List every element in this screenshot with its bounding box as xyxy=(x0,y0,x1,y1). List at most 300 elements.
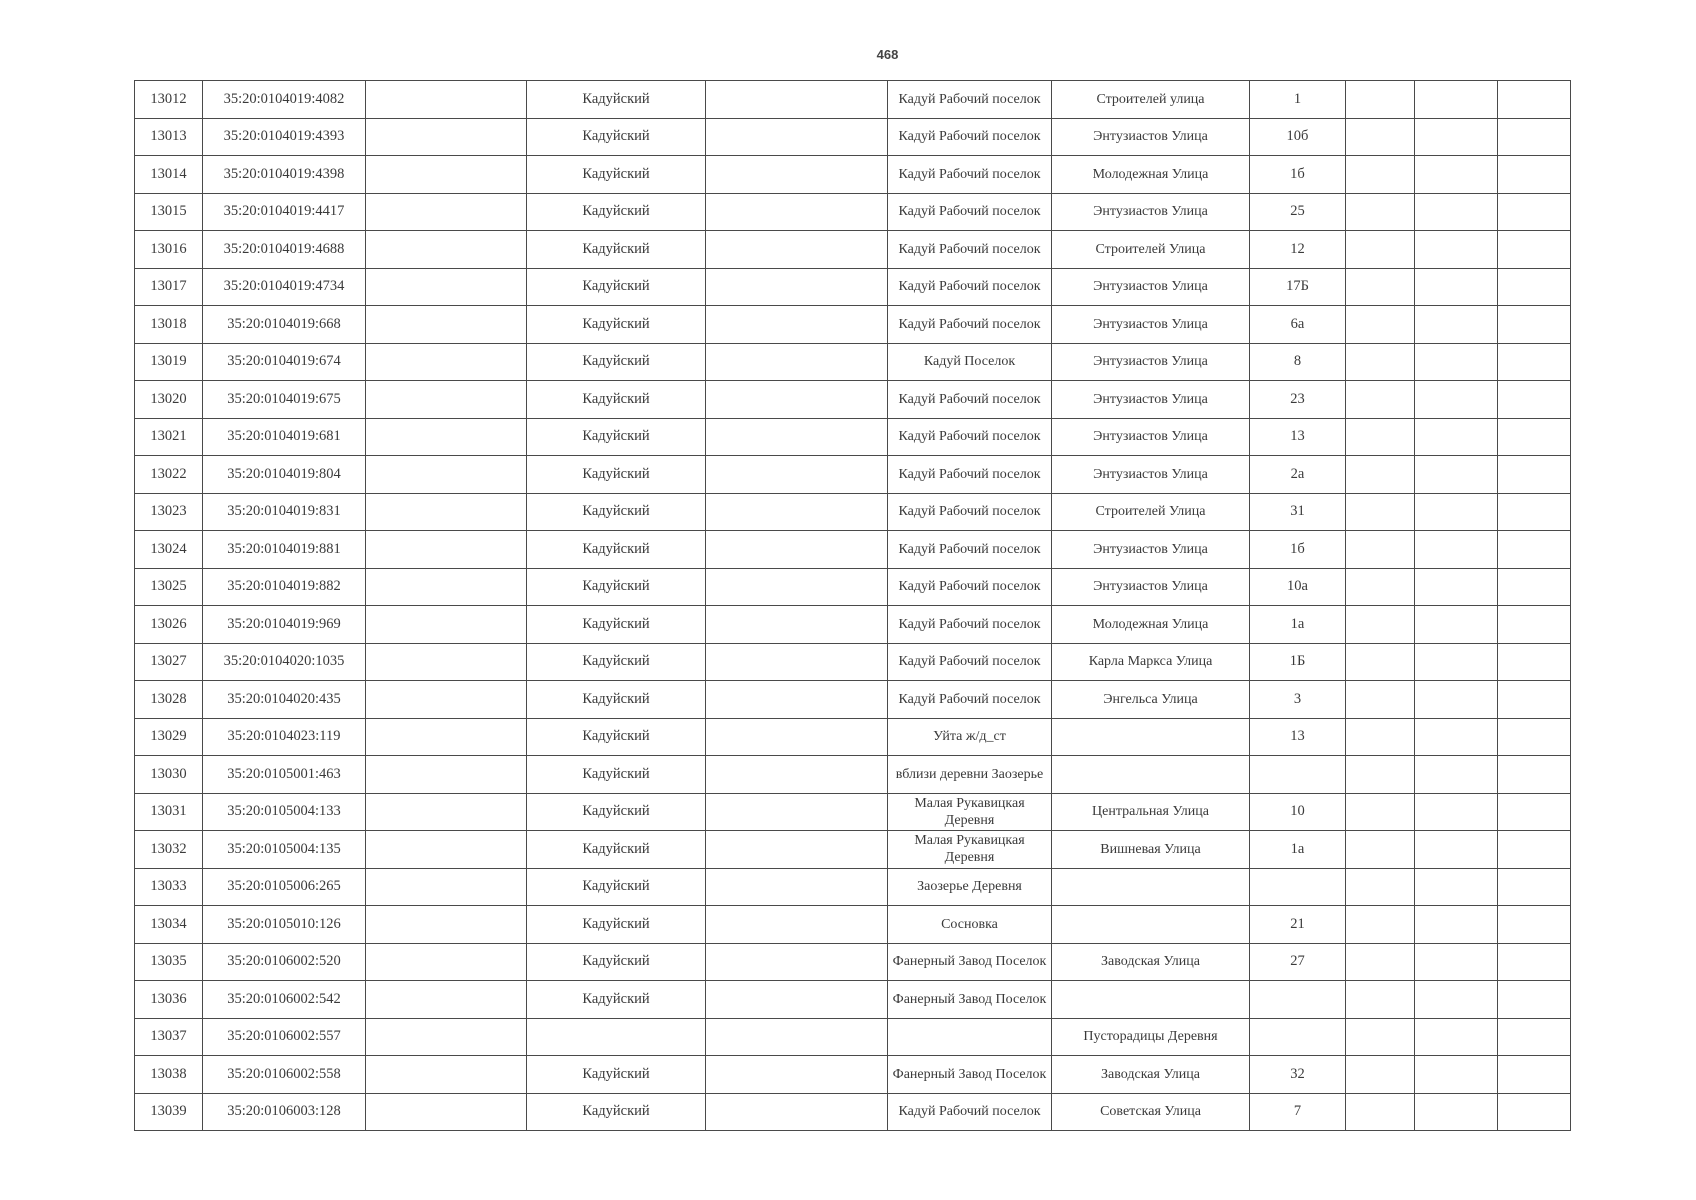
empty-cell xyxy=(706,568,888,606)
empty-cell xyxy=(1346,493,1415,531)
street-cell: Строителей Улица xyxy=(1052,231,1250,269)
street-cell: Энтузиастов Улица xyxy=(1052,268,1250,306)
empty-cell xyxy=(1498,568,1571,606)
table-row xyxy=(135,868,1571,906)
street-cell: Энтузиастов Улица xyxy=(1052,568,1250,606)
empty-cell xyxy=(706,718,888,756)
cadastral-number-cell: 35:20:0105004:133 xyxy=(203,793,366,831)
cadastral-number-cell: 35:20:0104019:681 xyxy=(203,418,366,456)
table-row xyxy=(135,381,1571,419)
empty-cell xyxy=(1415,718,1498,756)
registry-table xyxy=(134,80,1571,1131)
empty-cell xyxy=(366,606,527,644)
cadastral-number-cell: 35:20:0106002:520 xyxy=(203,943,366,981)
row-number-cell: 13034 xyxy=(135,906,203,944)
cadastral-number-cell: 35:20:0104019:4398 xyxy=(203,156,366,194)
district-cell: Кадуйский xyxy=(527,1093,706,1131)
house-number-cell: 17Б xyxy=(1250,268,1346,306)
empty-cell xyxy=(1346,718,1415,756)
empty-cell xyxy=(1498,643,1571,681)
district-cell: Кадуйский xyxy=(527,943,706,981)
empty-cell xyxy=(366,343,527,381)
table-row xyxy=(135,156,1571,194)
empty-cell xyxy=(706,1056,888,1094)
empty-cell xyxy=(366,906,527,944)
locality-cell: Фанерный Завод Поселок xyxy=(888,981,1052,1019)
district-cell: Кадуйский xyxy=(527,81,706,119)
table-row xyxy=(135,193,1571,231)
empty-cell xyxy=(706,681,888,719)
house-number-cell: 6а xyxy=(1250,306,1346,344)
empty-cell xyxy=(706,831,888,869)
street-cell: Энтузиастов Улица xyxy=(1052,306,1250,344)
street-cell: Энгельса Улица xyxy=(1052,681,1250,719)
row-number-cell: 13029 xyxy=(135,718,203,756)
district-cell: Кадуйский xyxy=(527,531,706,569)
empty-cell xyxy=(366,793,527,831)
row-number-cell: 13022 xyxy=(135,456,203,494)
cadastral-number-cell: 35:20:0106003:128 xyxy=(203,1093,366,1131)
street-cell: Энтузиастов Улица xyxy=(1052,531,1250,569)
district-cell: Кадуйский xyxy=(527,831,706,869)
empty-cell xyxy=(1346,1018,1415,1056)
street-cell: Энтузиастов Улица xyxy=(1052,118,1250,156)
empty-cell xyxy=(366,118,527,156)
locality-cell: Кадуй Рабочий поселок xyxy=(888,306,1052,344)
empty-cell xyxy=(706,943,888,981)
row-number-cell: 13019 xyxy=(135,343,203,381)
cadastral-number-cell: 35:20:0104019:4393 xyxy=(203,118,366,156)
row-number-cell: 13021 xyxy=(135,418,203,456)
row-number-cell: 13020 xyxy=(135,381,203,419)
house-number-cell xyxy=(1250,981,1346,1019)
house-number-cell: 10 xyxy=(1250,793,1346,831)
empty-cell xyxy=(706,793,888,831)
locality-cell: Кадуй Рабочий поселок xyxy=(888,493,1052,531)
empty-cell xyxy=(706,1018,888,1056)
district-cell: Кадуйский xyxy=(527,156,706,194)
empty-cell xyxy=(706,868,888,906)
empty-cell xyxy=(1498,231,1571,269)
empty-cell xyxy=(1498,81,1571,119)
street-cell xyxy=(1052,718,1250,756)
locality-cell: Кадуй Поселок xyxy=(888,343,1052,381)
house-number-cell: 13 xyxy=(1250,718,1346,756)
empty-cell xyxy=(1415,81,1498,119)
empty-cell xyxy=(706,231,888,269)
cadastral-number-cell: 35:20:0106002:542 xyxy=(203,981,366,1019)
empty-cell xyxy=(1415,156,1498,194)
house-number-cell: 13 xyxy=(1250,418,1346,456)
empty-cell xyxy=(1346,531,1415,569)
street-cell: Заводская Улица xyxy=(1052,1056,1250,1094)
district-cell: Кадуйский xyxy=(527,193,706,231)
district-cell: Кадуйский xyxy=(527,1056,706,1094)
empty-cell xyxy=(366,193,527,231)
empty-cell xyxy=(366,231,527,269)
empty-cell xyxy=(1346,793,1415,831)
cadastral-number-cell: 35:20:0104019:4688 xyxy=(203,231,366,269)
table-row xyxy=(135,531,1571,569)
locality-cell: Заозерье Деревня xyxy=(888,868,1052,906)
row-number-cell: 13036 xyxy=(135,981,203,1019)
house-number-cell: 8 xyxy=(1250,343,1346,381)
district-cell: Кадуйский xyxy=(527,643,706,681)
table-row xyxy=(135,456,1571,494)
empty-cell xyxy=(706,756,888,794)
row-number-cell: 13039 xyxy=(135,1093,203,1131)
empty-cell xyxy=(1498,831,1571,869)
empty-cell xyxy=(1498,793,1571,831)
row-number-cell: 13018 xyxy=(135,306,203,344)
house-number-cell: 1Б xyxy=(1250,643,1346,681)
empty-cell xyxy=(366,156,527,194)
empty-cell xyxy=(706,156,888,194)
table-row xyxy=(135,606,1571,644)
empty-cell xyxy=(1415,418,1498,456)
empty-cell xyxy=(1415,1018,1498,1056)
table-row xyxy=(135,681,1571,719)
house-number-cell: 3 xyxy=(1250,681,1346,719)
table-row xyxy=(135,268,1571,306)
empty-cell xyxy=(1346,568,1415,606)
locality-cell: Кадуй Рабочий поселок xyxy=(888,606,1052,644)
street-cell: Вишневая Улица xyxy=(1052,831,1250,869)
house-number-cell xyxy=(1250,868,1346,906)
district-cell xyxy=(527,1018,706,1056)
district-cell: Кадуйский xyxy=(527,268,706,306)
empty-cell xyxy=(366,306,527,344)
table-row xyxy=(135,568,1571,606)
empty-cell xyxy=(366,531,527,569)
empty-cell xyxy=(1415,493,1498,531)
cadastral-number-cell: 35:20:0105010:126 xyxy=(203,906,366,944)
house-number-cell: 2а xyxy=(1250,456,1346,494)
empty-cell xyxy=(366,1056,527,1094)
empty-cell xyxy=(1415,906,1498,944)
cadastral-number-cell: 35:20:0104020:1035 xyxy=(203,643,366,681)
row-number-cell: 13017 xyxy=(135,268,203,306)
empty-cell xyxy=(366,868,527,906)
row-number-cell: 13033 xyxy=(135,868,203,906)
empty-cell xyxy=(1498,531,1571,569)
empty-cell xyxy=(366,81,527,119)
locality-cell: Малая Рукавицкая Деревня xyxy=(888,793,1052,831)
cadastral-number-cell: 35:20:0105001:463 xyxy=(203,756,366,794)
empty-cell xyxy=(366,943,527,981)
empty-cell xyxy=(1415,268,1498,306)
empty-cell xyxy=(706,81,888,119)
empty-cell xyxy=(1415,943,1498,981)
row-number-cell: 13015 xyxy=(135,193,203,231)
table-row xyxy=(135,81,1571,119)
empty-cell xyxy=(1498,156,1571,194)
street-cell: Строителей Улица xyxy=(1052,493,1250,531)
table-row xyxy=(135,118,1571,156)
district-cell: Кадуйский xyxy=(527,381,706,419)
locality-cell: Кадуй Рабочий поселок xyxy=(888,156,1052,194)
street-cell: Карла Маркса Улица xyxy=(1052,643,1250,681)
table-row xyxy=(135,1018,1571,1056)
table-row xyxy=(135,981,1571,1019)
street-cell: Энтузиастов Улица xyxy=(1052,381,1250,419)
table-row xyxy=(135,306,1571,344)
empty-cell xyxy=(1498,756,1571,794)
cadastral-number-cell: 35:20:0105006:265 xyxy=(203,868,366,906)
empty-cell xyxy=(1415,118,1498,156)
house-number-cell: 25 xyxy=(1250,193,1346,231)
row-number-cell: 13035 xyxy=(135,943,203,981)
empty-cell xyxy=(1415,868,1498,906)
empty-cell xyxy=(1415,193,1498,231)
empty-cell xyxy=(366,756,527,794)
row-number-cell: 13014 xyxy=(135,156,203,194)
house-number-cell: 1 xyxy=(1250,81,1346,119)
street-cell: Энтузиастов Улица xyxy=(1052,418,1250,456)
cadastral-number-cell: 35:20:0104020:435 xyxy=(203,681,366,719)
district-cell: Кадуйский xyxy=(527,981,706,1019)
empty-cell xyxy=(366,268,527,306)
locality-cell: Сосновка xyxy=(888,906,1052,944)
house-number-cell: 31 xyxy=(1250,493,1346,531)
empty-cell xyxy=(1498,118,1571,156)
empty-cell xyxy=(1415,306,1498,344)
empty-cell xyxy=(366,456,527,494)
empty-cell xyxy=(366,1018,527,1056)
street-cell: Молодежная Улица xyxy=(1052,156,1250,194)
house-number-cell: 10а xyxy=(1250,568,1346,606)
table-row xyxy=(135,1093,1571,1131)
cadastral-number-cell: 35:20:0104019:804 xyxy=(203,456,366,494)
page-number: 468 xyxy=(876,47,899,62)
empty-cell xyxy=(1498,981,1571,1019)
empty-cell xyxy=(366,493,527,531)
empty-cell xyxy=(1498,343,1571,381)
empty-cell xyxy=(366,418,527,456)
empty-cell xyxy=(1498,943,1571,981)
empty-cell xyxy=(1415,831,1498,869)
empty-cell xyxy=(1346,231,1415,269)
table-row xyxy=(135,343,1571,381)
empty-cell xyxy=(1498,868,1571,906)
table-row xyxy=(135,643,1571,681)
house-number-cell: 7 xyxy=(1250,1093,1346,1131)
locality-cell: Кадуй Рабочий поселок xyxy=(888,418,1052,456)
table-row xyxy=(135,718,1571,756)
table-body xyxy=(135,81,1571,1131)
district-cell: Кадуйский xyxy=(527,343,706,381)
empty-cell xyxy=(366,831,527,869)
empty-cell xyxy=(1498,268,1571,306)
cadastral-number-cell: 35:20:0104019:4734 xyxy=(203,268,366,306)
locality-cell: Фанерный Завод Поселок xyxy=(888,943,1052,981)
empty-cell xyxy=(1346,1093,1415,1131)
empty-cell xyxy=(706,493,888,531)
empty-cell xyxy=(1498,418,1571,456)
empty-cell xyxy=(1498,606,1571,644)
cadastral-number-cell: 35:20:0104019:674 xyxy=(203,343,366,381)
street-cell: Энтузиастов Улица xyxy=(1052,456,1250,494)
empty-cell xyxy=(1346,156,1415,194)
row-number-cell: 13023 xyxy=(135,493,203,531)
empty-cell xyxy=(1346,981,1415,1019)
cadastral-number-cell: 35:20:0104019:675 xyxy=(203,381,366,419)
locality-cell xyxy=(888,1018,1052,1056)
locality-cell: вблизи деревни Заозерье xyxy=(888,756,1052,794)
street-cell xyxy=(1052,981,1250,1019)
empty-cell xyxy=(1415,681,1498,719)
district-cell: Кадуйский xyxy=(527,568,706,606)
cadastral-number-cell: 35:20:0104019:4082 xyxy=(203,81,366,119)
empty-cell xyxy=(1415,1093,1498,1131)
table-row xyxy=(135,793,1571,831)
street-cell xyxy=(1052,756,1250,794)
row-number-cell: 13013 xyxy=(135,118,203,156)
locality-cell: Кадуй Рабочий поселок xyxy=(888,681,1052,719)
empty-cell xyxy=(1346,306,1415,344)
street-cell: Энтузиастов Улица xyxy=(1052,193,1250,231)
empty-cell xyxy=(366,1093,527,1131)
empty-cell xyxy=(1415,756,1498,794)
empty-cell xyxy=(1346,606,1415,644)
empty-cell xyxy=(1346,643,1415,681)
row-number-cell: 13012 xyxy=(135,81,203,119)
row-number-cell: 13027 xyxy=(135,643,203,681)
district-cell: Кадуйский xyxy=(527,756,706,794)
empty-cell xyxy=(1346,193,1415,231)
district-cell: Кадуйский xyxy=(527,456,706,494)
district-cell: Кадуйский xyxy=(527,681,706,719)
cadastral-number-cell: 35:20:0106002:557 xyxy=(203,1018,366,1056)
empty-cell xyxy=(1415,456,1498,494)
cadastral-number-cell: 35:20:0104019:881 xyxy=(203,531,366,569)
empty-cell xyxy=(706,306,888,344)
district-cell: Кадуйский xyxy=(527,906,706,944)
empty-cell xyxy=(1346,456,1415,494)
house-number-cell: 12 xyxy=(1250,231,1346,269)
table-row xyxy=(135,831,1571,869)
empty-cell xyxy=(706,381,888,419)
empty-cell xyxy=(366,643,527,681)
cadastral-number-cell: 35:20:0104019:668 xyxy=(203,306,366,344)
district-cell: Кадуйский xyxy=(527,493,706,531)
empty-cell xyxy=(706,981,888,1019)
district-cell: Кадуйский xyxy=(527,868,706,906)
locality-cell: Кадуй Рабочий поселок xyxy=(888,456,1052,494)
cadastral-number-cell: 35:20:0104019:882 xyxy=(203,568,366,606)
empty-cell xyxy=(1346,418,1415,456)
empty-cell xyxy=(366,568,527,606)
cadastral-number-cell: 35:20:0104019:4417 xyxy=(203,193,366,231)
empty-cell xyxy=(1346,943,1415,981)
table-row xyxy=(135,418,1571,456)
row-number-cell: 13026 xyxy=(135,606,203,644)
table-row xyxy=(135,231,1571,269)
empty-cell xyxy=(1498,306,1571,344)
empty-cell xyxy=(1346,831,1415,869)
empty-cell xyxy=(1498,1093,1571,1131)
locality-cell: Уйта ж/д_ст xyxy=(888,718,1052,756)
street-cell: Заводская Улица xyxy=(1052,943,1250,981)
district-cell: Кадуйский xyxy=(527,718,706,756)
locality-cell: Кадуй Рабочий поселок xyxy=(888,81,1052,119)
street-cell: Строителей улица xyxy=(1052,81,1250,119)
row-number-cell: 13031 xyxy=(135,793,203,831)
table-row xyxy=(135,906,1571,944)
street-cell: Пусторадицы Деревня xyxy=(1052,1018,1250,1056)
empty-cell xyxy=(1346,681,1415,719)
locality-cell: Кадуй Рабочий поселок xyxy=(888,1093,1052,1131)
empty-cell xyxy=(1346,756,1415,794)
empty-cell xyxy=(1346,1056,1415,1094)
table-row xyxy=(135,943,1571,981)
empty-cell xyxy=(1415,606,1498,644)
street-cell xyxy=(1052,868,1250,906)
locality-cell: Малая Рукавицкая Деревня xyxy=(888,831,1052,869)
locality-cell: Кадуй Рабочий поселок xyxy=(888,231,1052,269)
empty-cell xyxy=(1346,868,1415,906)
empty-cell xyxy=(706,456,888,494)
empty-cell xyxy=(706,268,888,306)
cadastral-number-cell: 35:20:0104019:969 xyxy=(203,606,366,644)
cadastral-number-cell: 35:20:0105004:135 xyxy=(203,831,366,869)
district-cell: Кадуйский xyxy=(527,606,706,644)
street-cell: Центральная Улица xyxy=(1052,793,1250,831)
house-number-cell: 1а xyxy=(1250,831,1346,869)
empty-cell xyxy=(1498,1056,1571,1094)
locality-cell: Кадуй Рабочий поселок xyxy=(888,118,1052,156)
empty-cell xyxy=(706,606,888,644)
locality-cell: Кадуй Рабочий поселок xyxy=(888,643,1052,681)
row-number-cell: 13024 xyxy=(135,531,203,569)
house-number-cell: 32 xyxy=(1250,1056,1346,1094)
empty-cell xyxy=(1415,793,1498,831)
empty-cell xyxy=(1346,381,1415,419)
house-number-cell: 23 xyxy=(1250,381,1346,419)
empty-cell xyxy=(1346,906,1415,944)
empty-cell xyxy=(366,718,527,756)
table-row xyxy=(135,756,1571,794)
empty-cell xyxy=(706,1093,888,1131)
row-number-cell: 13038 xyxy=(135,1056,203,1094)
row-number-cell: 13025 xyxy=(135,568,203,606)
row-number-cell: 13032 xyxy=(135,831,203,869)
empty-cell xyxy=(706,418,888,456)
empty-cell xyxy=(1415,643,1498,681)
empty-cell xyxy=(1498,456,1571,494)
empty-cell xyxy=(1415,381,1498,419)
house-number-cell: 10б xyxy=(1250,118,1346,156)
house-number-cell: 1б xyxy=(1250,531,1346,569)
empty-cell xyxy=(1415,231,1498,269)
house-number-cell xyxy=(1250,756,1346,794)
district-cell: Кадуйский xyxy=(527,306,706,344)
empty-cell xyxy=(706,118,888,156)
empty-cell xyxy=(706,531,888,569)
cadastral-number-cell: 35:20:0106002:558 xyxy=(203,1056,366,1094)
empty-cell xyxy=(1415,343,1498,381)
empty-cell xyxy=(1415,981,1498,1019)
house-number-cell: 1б xyxy=(1250,156,1346,194)
empty-cell xyxy=(1346,81,1415,119)
empty-cell xyxy=(1415,1056,1498,1094)
house-number-cell: 1а xyxy=(1250,606,1346,644)
row-number-cell: 13037 xyxy=(135,1018,203,1056)
table-row xyxy=(135,493,1571,531)
empty-cell xyxy=(1498,1018,1571,1056)
cadastral-number-cell: 35:20:0104023:119 xyxy=(203,718,366,756)
locality-cell: Кадуй Рабочий поселок xyxy=(888,568,1052,606)
